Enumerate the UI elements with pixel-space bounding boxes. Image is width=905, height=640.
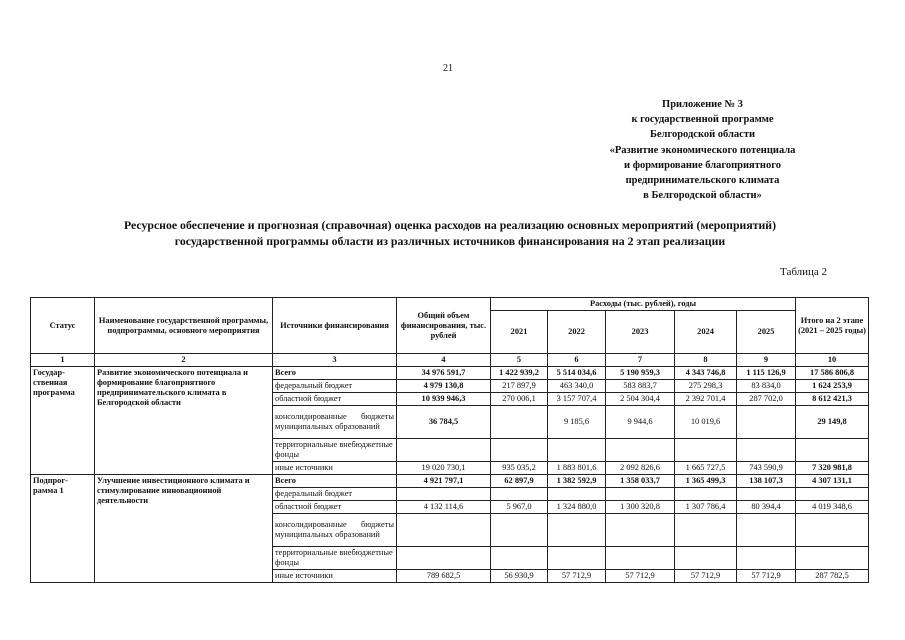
column-number: 1 [31,354,95,367]
cell-2025: 83 834,0 [737,380,796,393]
header-year: 2025 [737,311,796,354]
cell-stage-total [796,439,869,462]
cell-2025 [737,406,796,439]
cell-source: консолидированные бюджеты муниципальных образований [273,514,397,547]
table-row [31,367,869,380]
appendix-line: Приложение № 3 [662,99,743,110]
cell-2023: 583 883,7 [606,380,675,393]
cell-source: областной бюджет [273,393,397,406]
cell-2021: 56 930,9 [491,570,548,583]
cell-total: 34 976 591,7 [397,367,491,380]
header-name: Наименование государственной программы, подпрограммы, основного мероприятия [95,298,273,354]
cell-2021: 5 967,0 [491,501,548,514]
cell-2022: 9 185,6 [548,406,606,439]
cell-source: Всего [273,367,397,380]
cell-2022: 1 382 592,9 [548,475,606,488]
header-sources: Источники финансирования [273,298,397,354]
column-number: 7 [606,354,675,367]
cell-2025: 1 115 126,9 [737,367,796,380]
funding-table [30,297,869,583]
cell-2021 [491,547,548,570]
appendix-heading [570,97,835,203]
cell-source: федеральный бюджет [273,488,397,501]
page-number: 21 [443,63,453,74]
cell-total [397,514,491,547]
header-year: 2022 [548,311,606,354]
column-number: 3 [273,354,397,367]
column-number: 10 [796,354,869,367]
appendix-line: в Белгородской области» [643,190,762,202]
header-status: Статус [31,298,95,354]
cell-2021 [491,488,548,501]
cell-source: консолидированные бюджеты муниципальных образований [273,406,397,439]
cell-stage-total [796,514,869,547]
cell-2023 [606,547,675,570]
cell-source: областной бюджет [273,501,397,514]
row-name: Улучшение инвестиционного климата и стимулирование инновационной деятельности [95,475,273,583]
cell-2022 [548,439,606,462]
cell-total [397,547,491,570]
cell-2024: 275 298,3 [675,380,737,393]
cell-2025 [737,547,796,570]
cell-stage-total: 287 782,5 [796,570,869,583]
cell-2023: 1 300 320,8 [606,501,675,514]
cell-2024: 4 343 746,8 [675,367,737,380]
cell-2021 [491,406,548,439]
cell-source: территориальные внебюджетные фонды [273,439,397,462]
row-status: Государ-ственная программа [31,367,95,475]
cell-2021: 62 897,9 [491,475,548,488]
cell-2024: 10 019,6 [675,406,737,439]
column-number: 4 [397,354,491,367]
cell-2024: 2 392 701,4 [675,393,737,406]
column-number: 6 [548,354,606,367]
cell-2022: 1 324 880,0 [548,501,606,514]
column-number: 5 [491,354,548,367]
cell-2023: 57 712,9 [606,570,675,583]
cell-2025: 57 712,9 [737,570,796,583]
header-year: 2023 [606,311,675,354]
cell-2021: 270 006,1 [491,393,548,406]
cell-total: 36 784,5 [397,406,491,439]
cell-stage-total: 8 612 421,3 [796,393,869,406]
cell-stage-total: 17 586 806,8 [796,367,869,380]
cell-total: 19 020 730,1 [397,462,491,475]
cell-source: территориальные внебюджетные фонды [273,547,397,570]
cell-2021: 1 422 939,2 [491,367,548,380]
cell-2022: 57 712,9 [548,570,606,583]
row-name: Развитие экономического потенциала и формирование благоприятного предпринимательского климата в Белгородской области [95,367,273,475]
cell-total: 789 682,5 [397,570,491,583]
cell-2022: 463 340,0 [548,380,606,393]
cell-2021 [491,514,548,547]
table-label: Таблица 2 [780,266,828,278]
cell-2024 [675,439,737,462]
cell-total [397,488,491,501]
table-row [31,475,869,488]
cell-2022 [548,514,606,547]
title-line: Ресурсное обеспечение и прогнозная (справочная) оценка расходов на реализацию основных мероприятий (мероприятий) [123,218,777,232]
cell-total: 10 939 946,3 [397,393,491,406]
cell-2021: 935 035,2 [491,462,548,475]
cell-2024 [675,488,737,501]
cell-stage-total: 1 624 253,9 [796,380,869,393]
cell-2022 [548,547,606,570]
cell-2024: 1 365 499,3 [675,475,737,488]
cell-2025: 80 394,4 [737,501,796,514]
cell-2023 [606,488,675,501]
cell-source: Всего [273,475,397,488]
cell-2024 [675,514,737,547]
cell-2023 [606,514,675,547]
cell-stage-total: 4 307 131,1 [796,475,869,488]
title-line: государственной программы области из различных источников финансирования на 2 этап реализации [174,234,726,248]
appendix-line: и формирование благоприятного [624,159,781,171]
cell-stage-total [796,547,869,570]
cell-total [397,439,491,462]
cell-2022: 1 883 801,6 [548,462,606,475]
cell-2023: 5 190 959,3 [606,367,675,380]
cell-total: 4 921 797,1 [397,475,491,488]
header-year: 2024 [675,311,737,354]
cell-2024: 1 307 786,4 [675,501,737,514]
row-status: Подпрог-рамма 1 [31,475,95,583]
document-title [80,217,820,249]
appendix-line: «Развитие экономического потенциала [609,144,796,156]
cell-stage-total: 4 019 348,6 [796,501,869,514]
cell-source: федеральный бюджет [273,380,397,393]
cell-2022 [548,488,606,501]
header-stage-total: Итого на 2 этапе (2021 – 2025 годы) [796,298,869,354]
cell-total: 4 979 130,8 [397,380,491,393]
cell-total: 4 132 114,6 [397,501,491,514]
column-number: 9 [737,354,796,367]
cell-2025: 287 702,0 [737,393,796,406]
cell-2022: 5 514 034,6 [548,367,606,380]
cell-2025: 138 107,3 [737,475,796,488]
appendix-line: к государственной программе [631,114,774,126]
cell-2025 [737,514,796,547]
cell-2025 [737,488,796,501]
cell-stage-total: 7 320 981,8 [796,462,869,475]
cell-2023: 9 944,6 [606,406,675,439]
cell-2021: 217 897,9 [491,380,548,393]
cell-source: иные источники [273,462,397,475]
cell-source: иные источники [273,570,397,583]
cell-2023 [606,439,675,462]
cell-2024 [675,547,737,570]
header-expenses: Расходы (тыс. рублей), годы [491,298,796,311]
appendix-line: Белгородской области [649,129,756,141]
cell-2025 [737,439,796,462]
cell-stage-total: 29 149,8 [796,406,869,439]
column-number: 2 [95,354,273,367]
cell-2022: 3 157 707,4 [548,393,606,406]
cell-2024: 1 665 727,5 [675,462,737,475]
cell-stage-total [796,488,869,501]
cell-2023: 2 092 826,6 [606,462,675,475]
header-total-volume: Общий объем финансирования, тыс. рублей [397,298,491,354]
cell-2025: 743 590,9 [737,462,796,475]
column-number: 8 [675,354,737,367]
cell-2024: 57 712,9 [675,570,737,583]
header-year: 2021 [491,311,548,354]
cell-2021 [491,439,548,462]
appendix-line: предпринимательского климата [625,175,780,187]
cell-2023: 1 358 033,7 [606,475,675,488]
cell-2023: 2 504 304,4 [606,393,675,406]
